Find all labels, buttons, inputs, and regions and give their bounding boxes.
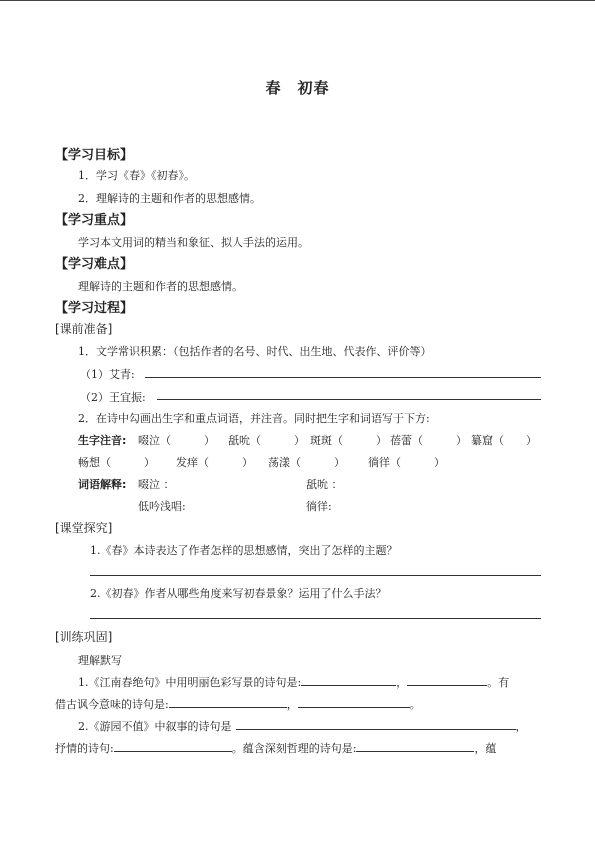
focus-item: 学习本文用词的精当和象征、拟人手法的运用。 (78, 236, 309, 249)
word-beilei: 蓓蕾（ ） (390, 434, 467, 447)
blank-q2-a[interactable] (236, 718, 516, 730)
page-title: 春 初春 (265, 79, 330, 97)
explore-question-1: 1.《春》本诗表达了作者怎样的思想感情，突出了怎样的主题？ (90, 544, 398, 557)
meaning-chuoqi: 啜泣 ： (138, 478, 175, 491)
word-cuanku: 纂窟（ ） (471, 434, 537, 447)
prep-q1-aiqing-label: （1）艾青: (80, 368, 135, 381)
period: 。 (409, 698, 421, 711)
word-changyang: 徜徉（ ） (368, 456, 445, 469)
practice-q1-prompt: 1.《江南春绝句》中用明丽色彩写景的诗句是: (78, 676, 302, 689)
comma-2: ， (286, 698, 298, 711)
blank-q2-c[interactable] (356, 740, 474, 752)
practice-q1-prompt-2: 借古讽今意味的诗句是: (55, 698, 169, 711)
heading-focus: 【学习重点】 (55, 213, 134, 228)
meaning-shishun: 舐吮 ： (306, 478, 343, 491)
practice-q1-line2 (55, 696, 421, 712)
meaning-label: 词语解释: (78, 478, 127, 491)
pinyin-label: 生字注音: (78, 434, 127, 447)
heading-prep: [课前准备] (55, 322, 113, 336)
explore-answer-line-2[interactable] (90, 618, 541, 619)
q2-comma: ， (515, 720, 527, 733)
blank-q1-d[interactable] (298, 696, 410, 708)
heading-difficulty: 【学习难点】 (55, 257, 134, 272)
practice-q2-prompt: 2.《游园不值》中叙事的诗句是 (78, 720, 232, 733)
practice-subheading: 理解默写 (78, 654, 122, 667)
explore-answer-line-1[interactable] (90, 575, 541, 576)
prep-question-2: 2．在诗中勾画出生字和重点词语，并注音。同时把生字和词语写于下方: (78, 412, 430, 425)
word-shishun: 舐吮（ ） (228, 434, 305, 447)
practice-q1-line1 (78, 674, 509, 690)
practice-q2-prompt-2: 抒情的诗句: (55, 742, 114, 755)
top-rule (0, 0, 595, 1)
wang-answer-line[interactable] (157, 399, 541, 400)
blank-q1-c[interactable] (169, 696, 287, 708)
word-chuoqi: 啜泣（ ） (138, 434, 215, 447)
q1-end-text: 。有 (487, 676, 510, 689)
word-dangyang: 荡漾（ ） (268, 456, 345, 469)
word-changxiang: 畅想（ ） (78, 456, 155, 469)
difficulty-item: 理解诗的主题和作者的思想感情。 (78, 280, 243, 293)
meaning-changyang: 徜徉: (306, 500, 332, 513)
meaning-diyin: 低吟浅唱: (138, 500, 186, 513)
goal-item-2: 2．理解诗的主题和作者的思想感情。 (78, 192, 261, 205)
word-banban: 斑斑（ ） (310, 434, 387, 447)
heading-explore: [课堂探究] (55, 521, 113, 535)
prep-question-1: 1．文学常识积累：（包括作者的名号、时代、出生地、代表作、评价等） (78, 345, 432, 358)
practice-q2-prompt-3: 。蕴含深刻哲理的诗句是: (231, 742, 357, 755)
blank-q1-b[interactable] (407, 674, 487, 686)
heading-process: 【学习过程】 (55, 301, 134, 316)
word-fayang: 发痒（ ） (176, 456, 253, 469)
blank-q1-a[interactable] (301, 674, 396, 686)
practice-q2-line2 (55, 740, 496, 756)
blank-q2-b[interactable] (114, 740, 232, 752)
prep-q1-wang-label: （2）王宜振: (80, 391, 146, 404)
explore-question-2: 2.《初春》作者从哪些角度来写初春景象？运用了什么手法？ (90, 587, 387, 600)
heading-practice: [训练巩固] (55, 630, 113, 644)
q2-end-text: ，蕴 (474, 742, 497, 755)
goal-item-1: 1．学习《春》《初春》。 (78, 169, 195, 182)
comma: ， (396, 676, 408, 689)
practice-q2-line1 (78, 718, 527, 734)
aiqing-answer-line[interactable] (145, 377, 541, 378)
heading-goals: 【学习目标】 (55, 148, 134, 163)
